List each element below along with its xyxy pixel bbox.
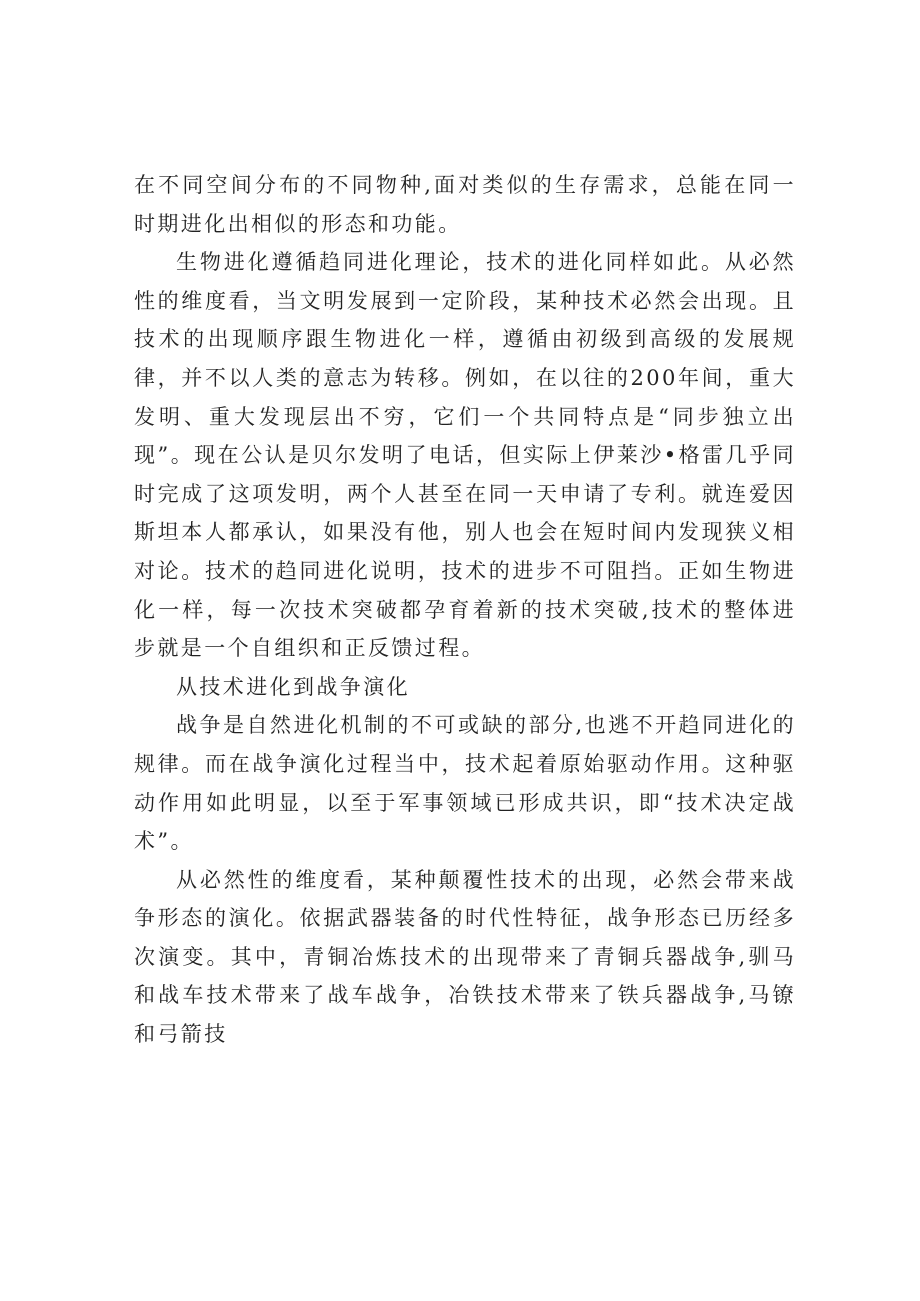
paragraph-1: 在不同空间分布的不同物种,面对类似的生存需求，总能在同一时期进化出相似的形态和功能。 <box>134 173 796 236</box>
section-heading: 从技术进化到战争演化 <box>176 674 410 699</box>
paragraph-3: 战争是自然进化机制的不可或缺的部分,也逃不开趋同进化的规律。而在战争演化过程当中，技术起着原始驱动作用。这种驱动作用如此明显，以至于军事领域已形成共识，即“技术决定战术”。 <box>134 713 796 854</box>
paragraph-4: 从必然性的维度看，某种颠覆性技术的出现，必然会带来战争形态的演化。依据武器装备的时代性特征，战争形态已历经多次演变。其中，青铜冶炼技术的出现带来了青铜兵器战争,驯马和战车技术带来了战车战争，冶铁技术带来了铁兵器战争,马镣和弓箭技 <box>134 867 796 1047</box>
paragraph-2: 生物进化遵循趋同进化理论，技术的进化同样如此。从必然性的维度看，当文明发展到一定阶段，某种技术必然会出现。且技术的出现顺序跟生物进化一样，遵循由初级到高级的发展规律，并不以人类的意志为转移。例如，在以往的200年间，重大发明、重大发现层出不穷，它们一个共同特点是“同步独立出现”。现在公认是贝尔发明了电话，但实际上伊莱沙•格雷几乎同时完成了这项发明，两个人甚至在同一天申请了专利。就连爱因斯坦本人都承认，如果没有他，别人也会在短时间内发现狭义相对论。技术的趋同进化说明，技术的进步不可阻挡。正如生物进化一样，每一次技术突破都孕育着新的技术突破,技术的整体进步就是一个自组织和正反馈过程。 <box>134 250 796 661</box>
document-body <box>134 166 796 1054</box>
